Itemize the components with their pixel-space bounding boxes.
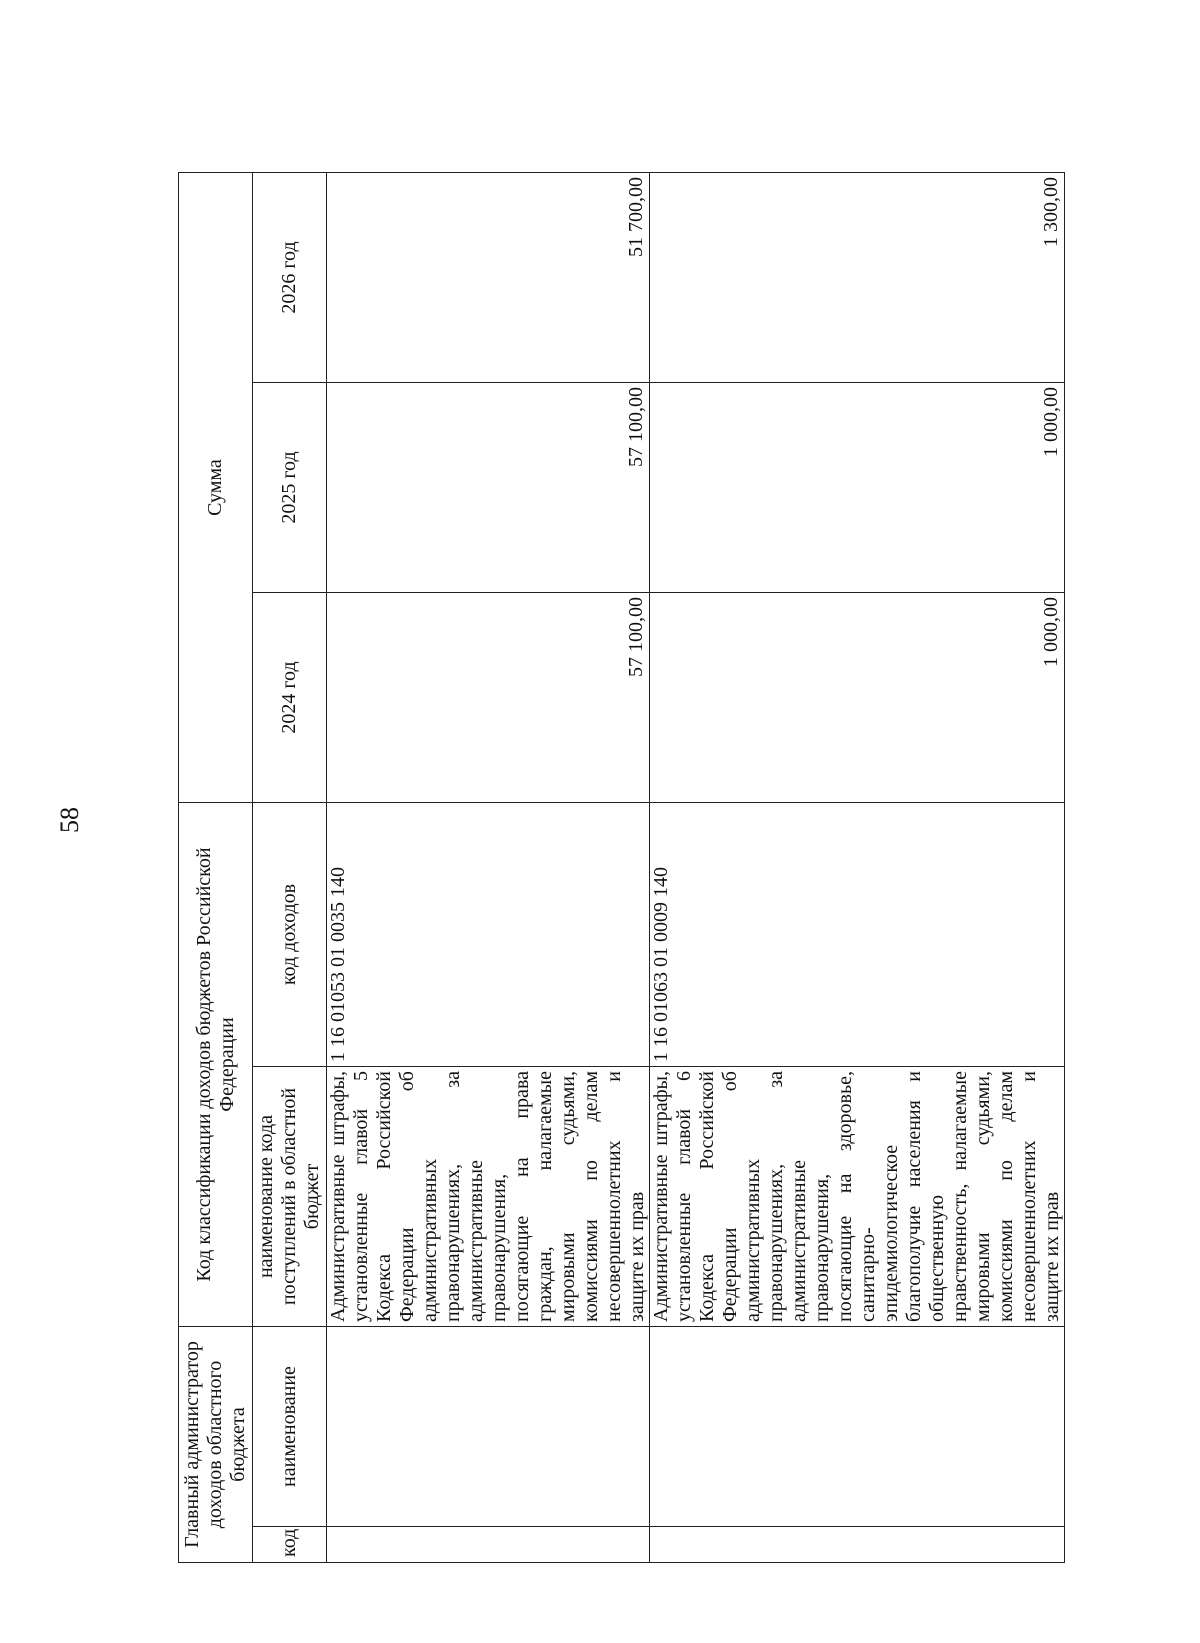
table-row (650, 173, 1065, 1563)
row-amount-2026: 1 300,00 (650, 173, 1065, 383)
header-year-2026: 2026 год (253, 173, 327, 383)
row-amount-2025: 57 100,00 (327, 383, 650, 593)
row-admin-code (327, 1527, 650, 1563)
row-admin-code (650, 1527, 1065, 1563)
header-sum: Сумма (179, 173, 253, 803)
table-row (327, 173, 650, 1563)
row-revenue-code: 1 16 01063 01 0009 140 (650, 803, 1065, 1067)
row-description: Административные штрафы, установленные главой 6 Кодекса Российской Федерации об административных правонарушениях, за административные правонарушения, посягающие на здоровье, санитарно-эпидемиологическое благополучие населения и общественную нравственность, налагаемые мировыми судьями, комиссиями по делам несовершеннолетних и защите их прав (650, 1067, 1065, 1327)
row-admin-name (650, 1327, 1065, 1527)
row-amount-2024: 1 000,00 (650, 593, 1065, 803)
header-chief-administrator: Главный администратор доходов областного бюджета (179, 1327, 253, 1563)
header-year-2024: 2024 год (253, 593, 327, 803)
revenue-classification-table (178, 172, 1065, 1563)
row-amount-2025: 1 000,00 (650, 383, 1065, 593)
header-admin-code: код (253, 1527, 327, 1563)
row-description: Административные штрафы, установленные главой 5 Кодекса Российской Федерации об административных правонарушениях, за административные правонарушения, посягающие на права граждан, налагаемые мировыми судьями, комиссиями по делам несовершеннолетних и защите их прав (327, 1067, 650, 1327)
row-admin-name (327, 1327, 650, 1527)
page-number: 58 (55, 807, 84, 833)
row-amount-2026: 51 700,00 (327, 173, 650, 383)
header-revenue-code: код доходов (253, 803, 327, 1067)
header-classification-code: Код классификации доходов бюджетов Российской Федерации (179, 803, 253, 1327)
row-revenue-code: 1 16 01053 01 0035 140 (327, 803, 650, 1067)
header-year-2025: 2025 год (253, 383, 327, 593)
row-amount-2024: 57 100,00 (327, 593, 650, 803)
revenue-table-container (178, 173, 1063, 1563)
header-revenue-name: наименование кода поступлений в областной бюджет (253, 1067, 327, 1327)
header-admin-name: наименование (253, 1327, 327, 1527)
